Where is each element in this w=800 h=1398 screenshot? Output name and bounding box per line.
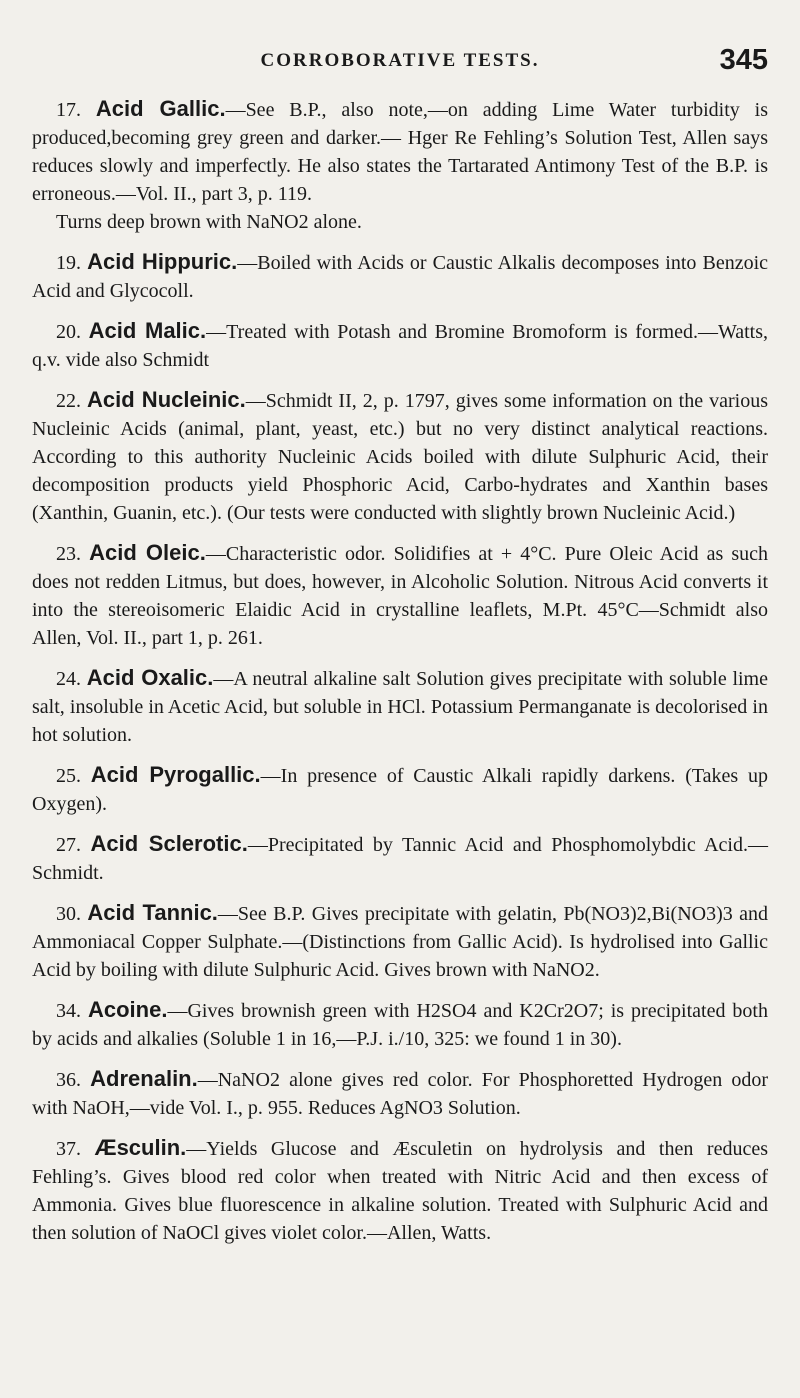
entry-acid-malic [32, 317, 768, 374]
entry-adrenalin [32, 1065, 768, 1122]
entry-acid-sclerotic [32, 830, 768, 887]
entry-title: Æsculin. [94, 1135, 187, 1160]
entry-number: 19. [56, 252, 81, 274]
entry-number: 37. [56, 1138, 81, 1160]
entry-number: 24. [56, 668, 81, 690]
entry-aesculin [32, 1134, 768, 1247]
page-body [32, 95, 768, 1259]
page-number: 345 [719, 44, 768, 76]
entry-acid-tannic [32, 899, 768, 984]
entry-title: Acid Hippuric. [87, 249, 238, 274]
entry-text: —NaNO2 alone gives red color. For Phosphoretted Hydrogen odor with NaOH,—vide Vol. I., p. 955. Reduces AgNO3 Solution. [32, 1069, 769, 1119]
entry-title: Acid Nucleinic. [87, 387, 246, 412]
entry-title: Adrenalin. [90, 1066, 198, 1091]
entry-text: —Yields Glucose and Æsculetin on hydrolysis and then reduces Fehling’s. Gives blood red color when treated with Nitric Acid and then excess of Ammonia. Gives blue fluorescence in alkaline solution. Treated with Sulphuric Acid and then solution of NaOCl gives violet color.—Allen, Watts. [32, 1138, 768, 1244]
entry-text: —See B.P. Gives precipitate with gelatin, Pb(NO3)2,Bi(NO3)3 and Ammoniacal Copper Sulphate.—(Distinctions from Gallic Acid). Is hydrolised into Gallic Acid by boiling with dilute Sulphuric Acid. Gives brown with NaNO2. [32, 903, 769, 981]
entry-number: 22. [56, 390, 81, 412]
entry-acid-gallic-note [32, 208, 768, 236]
entry-title: Acid Pyrogallic. [90, 762, 261, 787]
entry-acid-oxalic [32, 664, 768, 749]
entry-acid-oleic [32, 539, 768, 652]
entry-number: 30. [56, 903, 81, 925]
entry-number: 17. [56, 99, 81, 121]
entry-acoine [32, 996, 768, 1053]
page-header [0, 44, 800, 84]
entry-title: Acid Tannic. [87, 900, 218, 925]
entry-text: —Gives brownish green with H2SO4 and K2Cr2O7; is precipitated both by acids and alkalies (Soluble 1 in 16,—P.J. i./10, 325: we found 1 in 30). [32, 1000, 768, 1050]
entry-title: Acid Sclerotic. [90, 831, 248, 856]
entry-title: Acid Oxalic. [86, 665, 214, 690]
entry-number: 25. [56, 765, 81, 787]
entry-title: Acid Malic. [88, 318, 207, 343]
entry-text: —Treated with Potash and Bromine Bromoform is formed.—Watts, q.v. vide also Schmidt [32, 321, 769, 371]
entry-number: 27. [56, 834, 81, 856]
entry-title: Acid Oleic. [89, 540, 206, 565]
entry-text: —Schmidt II, 2, p. 1797, gives some information on the various Nucleinic Acids (animal, plant, yeast, etc.) but no very distinct analytical reactions. According to this authority Nucleinic Acids boiled with dilute Sulphuric Acid, their decomposition products yield Phosphoric Acid, Carbo-hydrates and Xanthin bases (Xanthin, Guanin, etc.). (Our tests were conducted with slightly brown Nucleinic Acid.) [32, 390, 768, 524]
entry-text: —A neutral alkaline salt Solution gives precipitate with soluble lime salt, insoluble in Acetic Acid, but soluble in HCl. Potassium Permanganate is decolorised in hot solution. [32, 668, 768, 746]
entry-number: 23. [56, 543, 81, 565]
entry-acid-pyrogallic [32, 761, 768, 818]
entry-text: —In presence of Caustic Alkali rapidly darkens. (Takes up Oxygen). [32, 765, 769, 815]
running-title: CORROBORATIVE TESTS. [260, 50, 540, 71]
entry-text: —Characteristic odor. Solidifies at + 4°C. Pure Oleic Acid as such does not redden Litmus, but does, however, in Alcoholic Solution. Nitrous Acid converts it into the stereoisomeric Elaidic Acid in crystalline leaflets, M.Pt. 45°C—Schmidt also Allen, Vol. II., part 1, p. 261. [32, 543, 768, 649]
entry-number: 34. [56, 1000, 81, 1022]
entry-text: —Precipitated by Tannic Acid and Phosphomolybdic Acid.—Schmidt. [32, 834, 768, 884]
entry-text: —Boiled with Acids or Caustic Alkalis decomposes into Benzoic Acid and Glycocoll. [32, 252, 769, 302]
entry-text: —See B.P., also note,—on adding Lime Water turbidity is produced,becoming grey green and darker.— Hger Re Fehling’s Solution Test, Allen says reduces slowly and imperfectly. He also states the Tartarated Antimony Test of the B.P. is erroneous.—Vol. II., part 3, p. 119. [32, 99, 769, 205]
entry-acid-gallic [32, 95, 768, 208]
entry-title: Acoine. [87, 997, 168, 1022]
entry-acid-nucleinic [32, 386, 768, 527]
entry-title: Acid Gallic. [95, 96, 226, 121]
entry-text: Turns deep brown with NaNO2 alone. [56, 211, 362, 233]
entry-number: 36. [56, 1069, 81, 1091]
entry-acid-hippuric [32, 248, 768, 305]
entry-number: 20. [56, 321, 81, 343]
